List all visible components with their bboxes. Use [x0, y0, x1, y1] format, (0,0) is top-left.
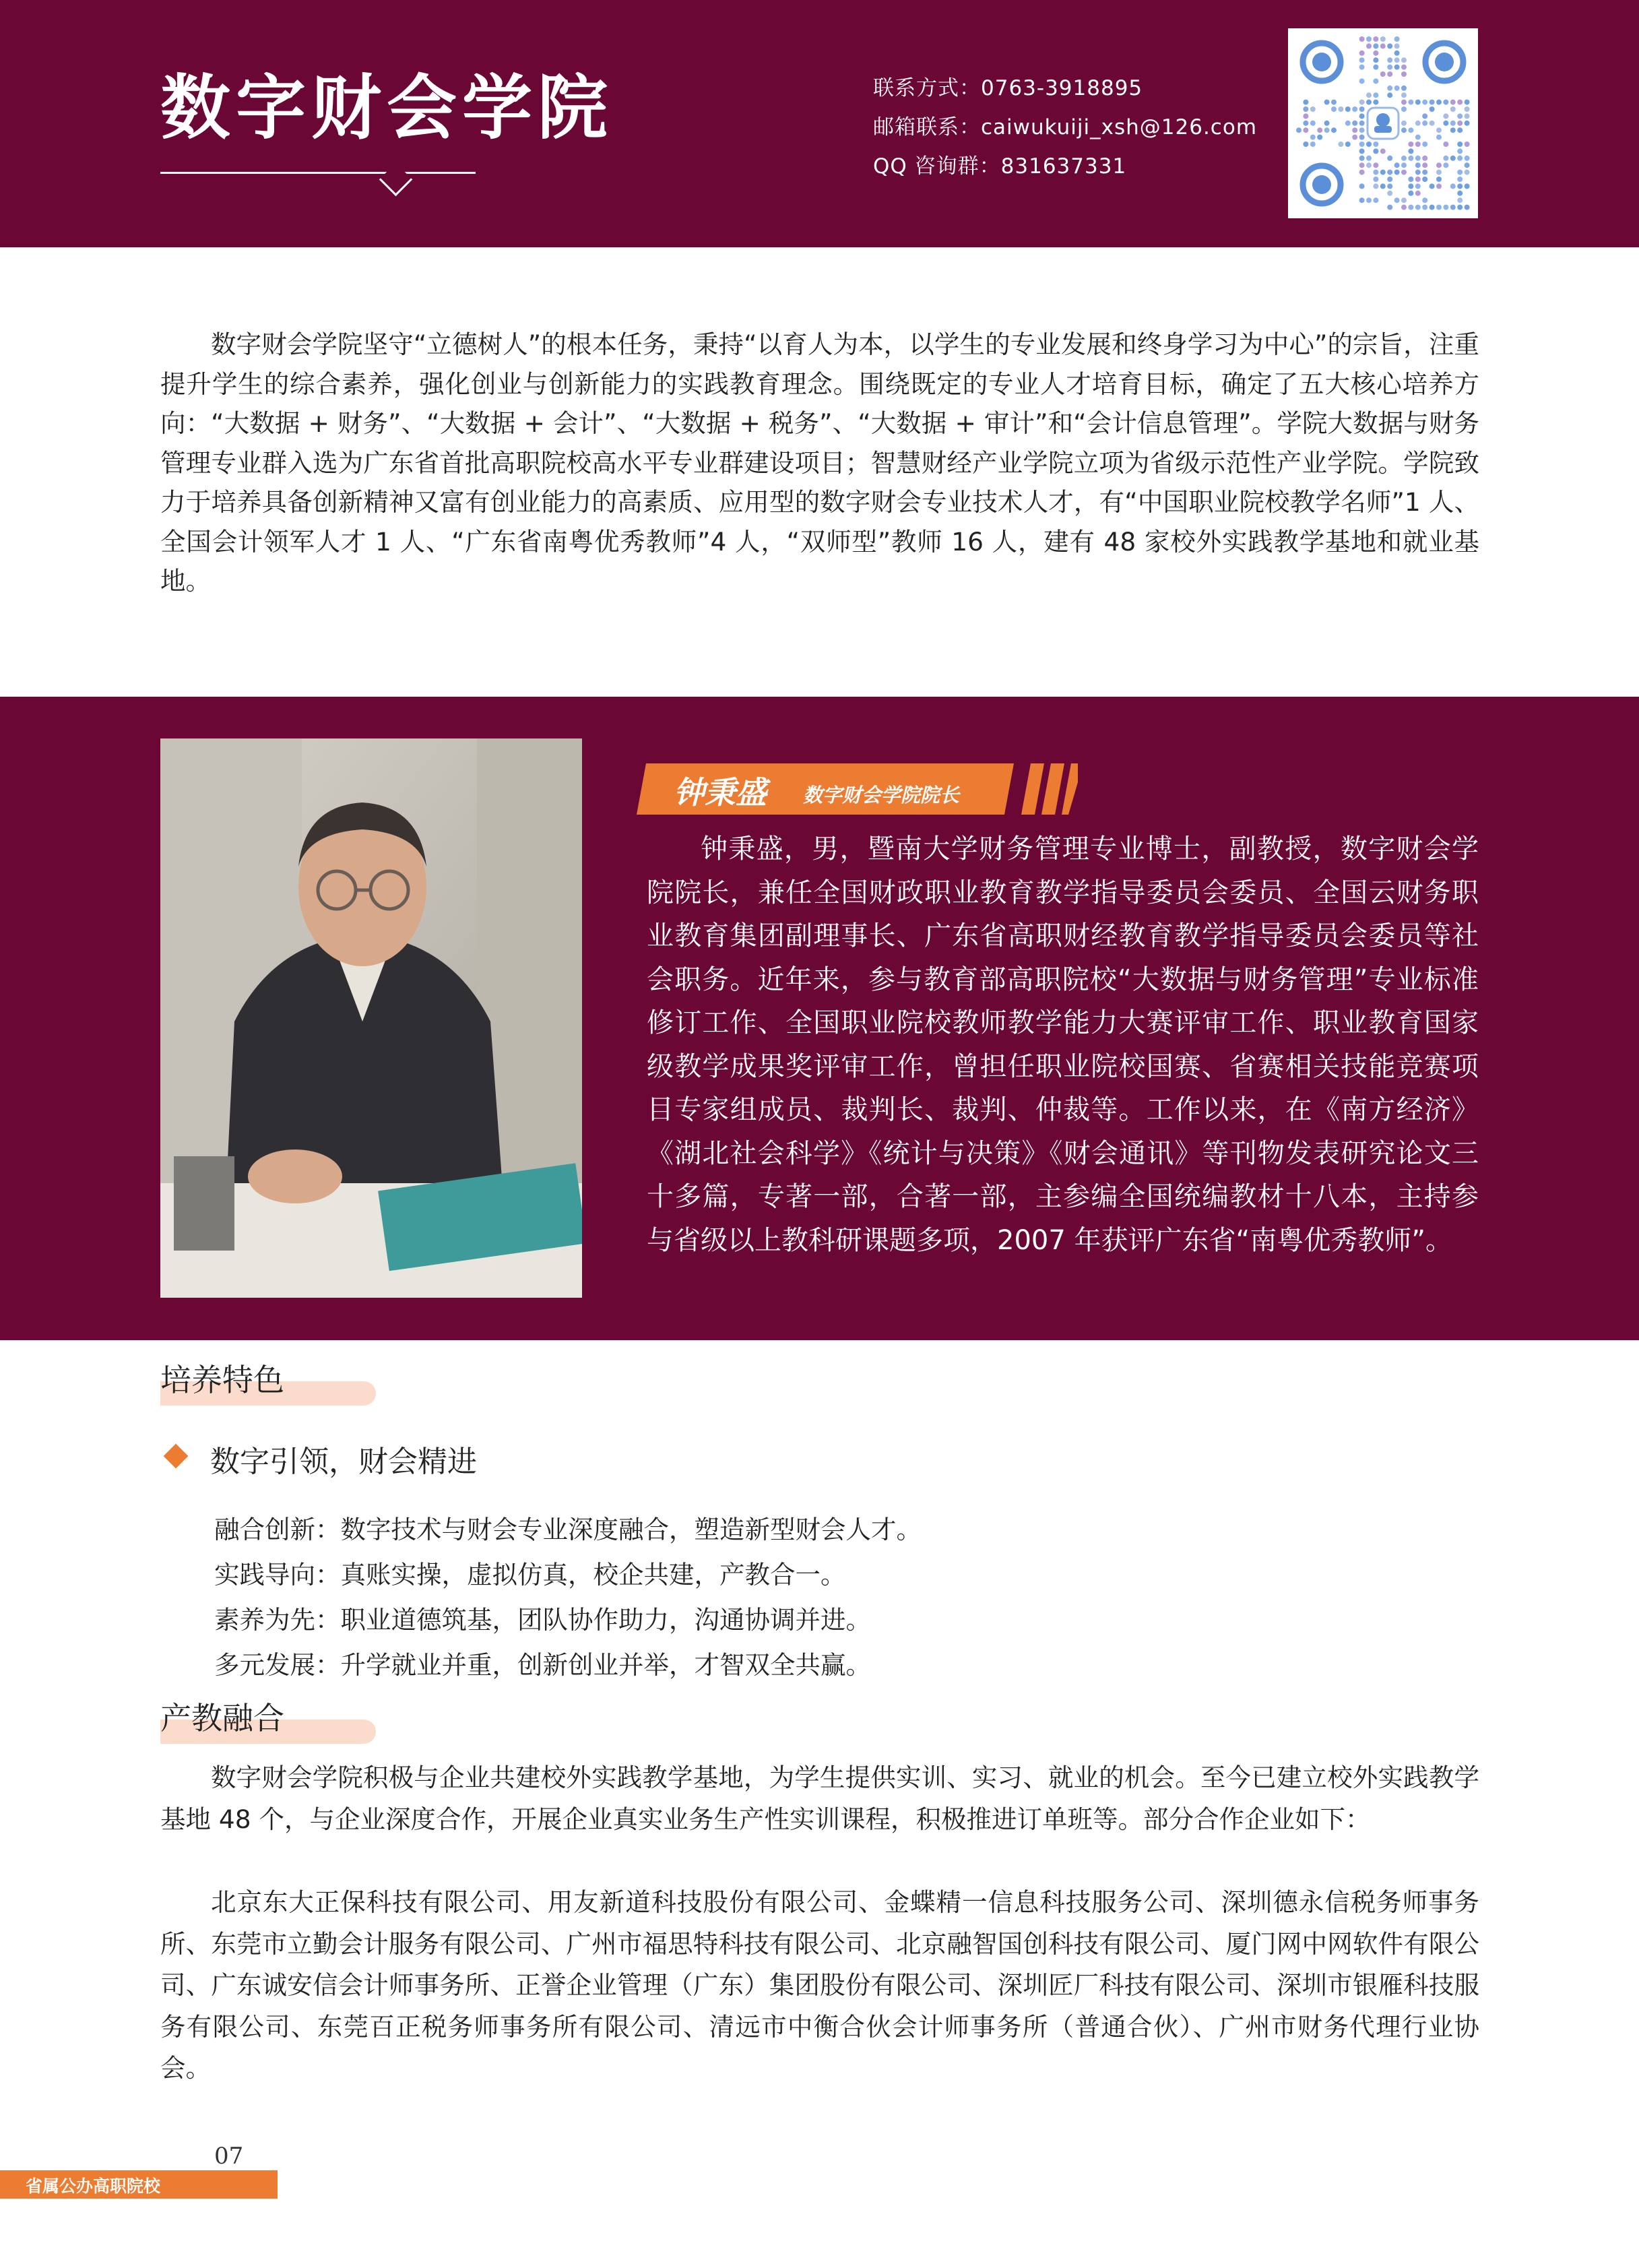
features-subtitle: 数字引领，财会精进	[210, 1445, 477, 1479]
features-heading	[160, 1356, 389, 1410]
contact-phone: 联系方式：0763-3918895	[873, 76, 1143, 100]
industry-heading	[160, 1694, 389, 1748]
qr-code-icon	[1288, 28, 1478, 218]
dean-name: 钟秉盛	[674, 774, 767, 811]
feature-list	[214, 1507, 922, 1688]
features-heading-text: 培养特色	[160, 1362, 284, 1398]
page-number: 07	[214, 2143, 244, 2170]
intro-paragraph: 数字财会学院坚守“立德树人”的根本任务，秉持“以育人为本，以学生的专业发展和终身学习为中心”的宗旨，注重提升学生的综合素养，强化创业与创新能力的实践教育理念。围绕既定的专业人才培育目标，确定了五大核心培养方向：“大数据 + 财务”、“大数据 + 会计”、“大数据 + 税务”、“大数据 + 审计”和“会计信息管理”。学院大数据与财务管理专业群入选为广东省首批高职院校高水平专业群建设项目；智慧财经产业学院立项为省级示范性产业学院。学院致力于培养具备创新精神又富有创业能力的高素质、应用型的数字财会专业技术人才，有“中国职业院校教学名师”1 人、全国会计领军人才 1 人、“广东省南粤优秀教师”4 人，“双师型”教师 16 人，建有 48 家校外实践教学基地和就业基地。	[160, 329, 1479, 596]
industry-paragraph: 数字财会学院积极与企业共建校外实践教学基地，为学生提供实训、实习、就业的机会。至今已建立校外实践教学基地 48 个，与企业深度合作，开展企业真实业务生产性实训课程，积极推进订单班等。部分合作企业如下：	[160, 1763, 1479, 1834]
contact-email: 邮箱联系：caiwukuiji_xsh@126.com	[873, 115, 1258, 139]
list-item: 多元发展：升学就业并重，创新创业并举，才智双全共赢。	[214, 1650, 871, 1680]
industry-heading-text: 产教融合	[160, 1700, 284, 1736]
partner-list-paragraph: 北京东大正保科技有限公司、用友新道科技股份有限公司、金蝶精一信息科技服务公司、深圳德永信税务师事务所、东莞市立勤会计服务有限公司、广州市福思特科技有限公司、北京融智国创科技有限公司、厦门网中网软件有限公司、广东诚安信会计师事务所、正誉企业管理（广东）集团股份有限公司、深圳匠厂科技有限公司、深圳市银雁科技服务有限公司、东莞百正税务师事务所有限公司、清远市中衡合伙会计师事务所（普通合伙）、广州市财务代理行业协会。	[160, 1887, 1479, 2083]
contact-qq: QQ 咨询群：831637331	[873, 154, 1127, 179]
list-item: 素养为先：职业道德筑基，团队协作助力，沟通协调并进。	[214, 1605, 871, 1635]
dean-photo	[160, 738, 582, 1298]
page-title: 数字财会学院	[160, 67, 614, 149]
list-item: 实践导向：真账实操，虚拟仿真，校企共建，产教合一。	[214, 1560, 846, 1589]
diamond-bullet-icon	[164, 1444, 189, 1469]
footer-label: 省属公办高职院校	[26, 2176, 161, 2196]
dean-bio: 钟秉盛，男，暨南大学财务管理专业博士，副教授，数字财会学院院长，兼任全国财政职业教育教学指导委员会委员、全国云财务职业教育集团副理事长、广东省高职财经教育教学指导委员会委员等社会职务。近年来，参与教育部高职院校“大数据与财务管理”专业标准修订工作、全国职业院校教师教学能力大赛评审工作、职业教育国家级教学成果奖评审工作，曾担任职业院校国赛、省赛相关技能竞赛项目专家组成员、裁判长、裁判、仲裁等。工作以来，在《南方经济》《湖北社会科学》《统计与决策》《财会通讯》等刊物发表研究论文三十多篇，专著一部，合著一部，主参编全国统编教材十八本，主持参与省级以上教科研课题多项，2007 年获评广东省“南粤优秀教师”。	[647, 833, 1479, 1256]
contact-info	[873, 69, 1257, 186]
dean-role: 数字财会学院院长	[803, 784, 960, 807]
title-underline	[160, 172, 476, 174]
list-item: 融合创新：数字技术与财会专业深度融合，塑造新型财会人才。	[214, 1515, 922, 1544]
